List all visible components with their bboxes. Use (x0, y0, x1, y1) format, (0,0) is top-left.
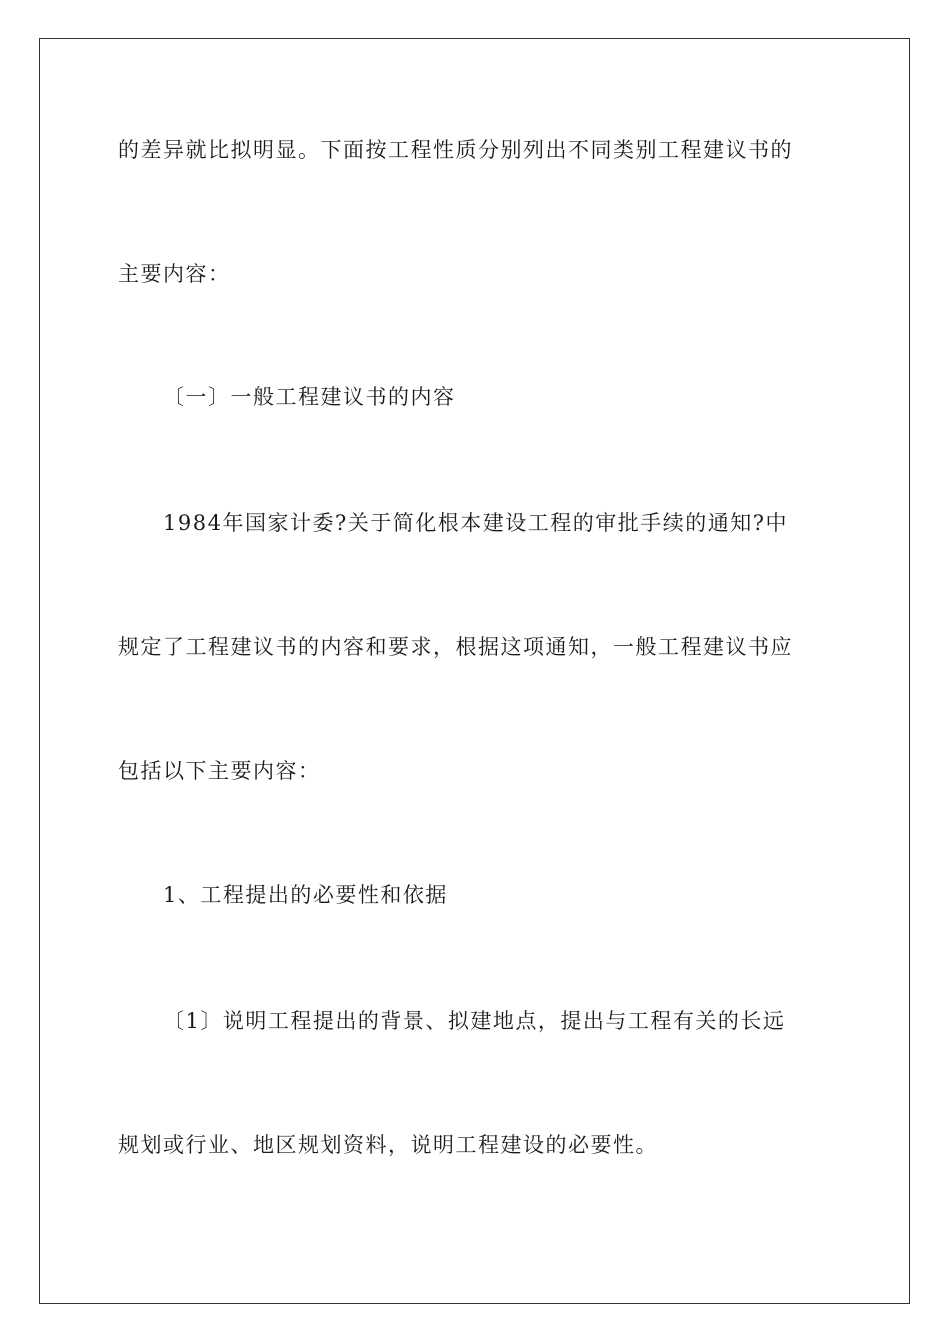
paragraph-line: 的差异就比拟明显。下面按工程性质分别列出不同类别工程建议书的 (118, 138, 793, 162)
section-heading: 〔一〕一般工程建议书的内容 (163, 385, 456, 409)
paragraph-line: 规划或行业、地区规划资料，说明工程建设的必要性。 (118, 1133, 658, 1157)
paragraph-line: 规定了工程建议书的内容和要求，根据这项通知，一般工程建议书应 (118, 635, 793, 659)
list-item-heading: 1、工程提出的必要性和依据 (163, 883, 448, 907)
paragraph-line: 1984年国家计委?关于简化根本建设工程的审批手续的通知?中 (163, 511, 788, 535)
paragraph-line: 包括以下主要内容： (118, 759, 321, 783)
paragraph-line: 主要内容： (118, 262, 231, 286)
paragraph-line: 〔1〕说明工程提出的背景、拟建地点，提出与工程有关的长远 (163, 1009, 786, 1033)
page-border (39, 38, 910, 1304)
